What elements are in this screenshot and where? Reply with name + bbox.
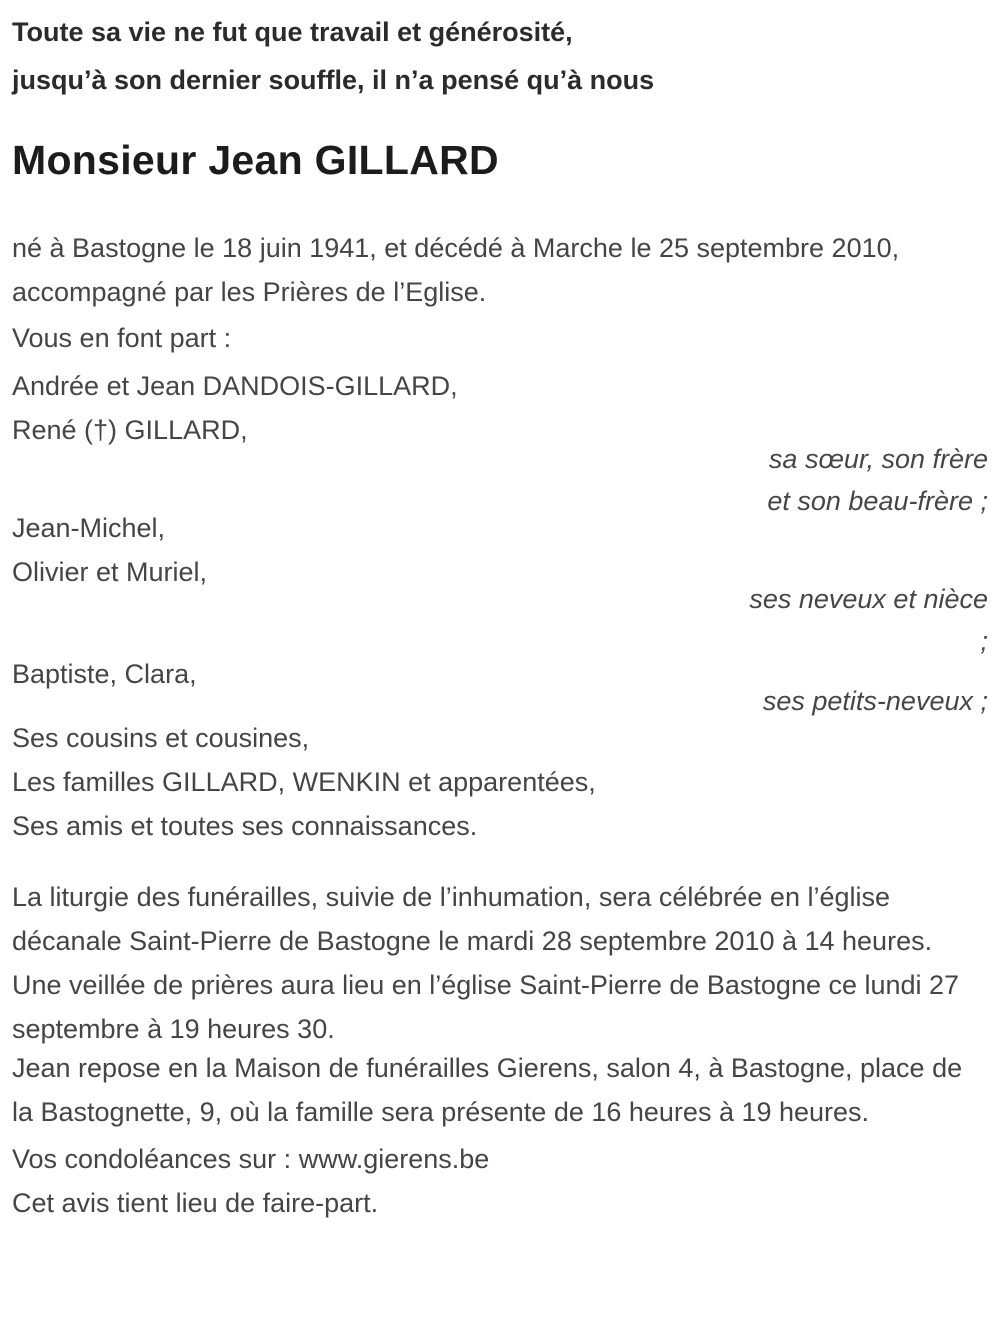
announcement-intro: Vous en font part :: [12, 323, 232, 353]
life-dates: né à Bastogne le 18 juin 1941, et décédé à Marche le 25 septembre 2010, accompagné par les Prières de l’Eglise.: [12, 233, 900, 307]
funeral-paragraph: La liturgie des funérailles, suivie de l’inhumation, sera célébrée en l’église décanale Saint-Pierre de Bastogne le mardi 28 septembre 2010 à 14 heures.: [12, 882, 933, 956]
mourner-name-line: Olivier et Muriel,: [12, 557, 208, 587]
relation-line: ses petits-neveux ;: [762, 686, 988, 716]
deceased-name: Monsieur Jean GILLARD: [12, 137, 499, 183]
mourner-group-2-relations: [12, 578, 988, 662]
condolences-line: [12, 1137, 988, 1181]
mourner-name-line: René (†) GILLARD,: [12, 415, 248, 445]
mourner-name-line: Jean-Michel,: [12, 513, 166, 543]
vigil-paragraph: Une veillée de prières aura lieu en l’église Saint-Pierre de Bastogne ce lundi 27 septembre à 19 heures 30.: [12, 970, 960, 1044]
epigraph-line-2: jusqu’à son dernier souffle, il n’a pensé qu’à nous: [12, 65, 655, 95]
condolences-label: Vos condoléances sur :: [12, 1144, 292, 1174]
relation-line: ;: [980, 626, 988, 656]
relation-line: et son beau-frère ;: [767, 486, 988, 516]
mourner-group-4-names: [12, 716, 988, 848]
mourner-name-line: Andrée et Jean DANDOIS-GILLARD,: [12, 371, 458, 401]
mourner-name-line: Baptiste, Clara,: [12, 659, 197, 689]
mourner-name-line: Ses cousins et cousines,: [12, 723, 310, 753]
relation-line: ses neveux et nièce: [749, 584, 988, 614]
mourner-name-line: Ses amis et toutes ses connaissances.: [12, 811, 478, 841]
relation-line: sa sœur, son frère: [768, 444, 988, 474]
closing-line: Cet avis tient lieu de faire-part.: [12, 1188, 379, 1218]
condolences-url: www.gierens.be: [298, 1144, 490, 1174]
epigraph-line-1: Toute sa vie ne fut que travail et générosité,: [12, 17, 573, 47]
mourner-name-line: Les familles GILLARD, WENKIN et apparentées,: [12, 767, 596, 797]
repose-paragraph: Jean repose en la Maison de funérailles Gierens, salon 4, à Bastogne, place de la Bastognette, 9, où la famille sera présente de 16 heures à 19 heures.: [12, 1053, 963, 1127]
